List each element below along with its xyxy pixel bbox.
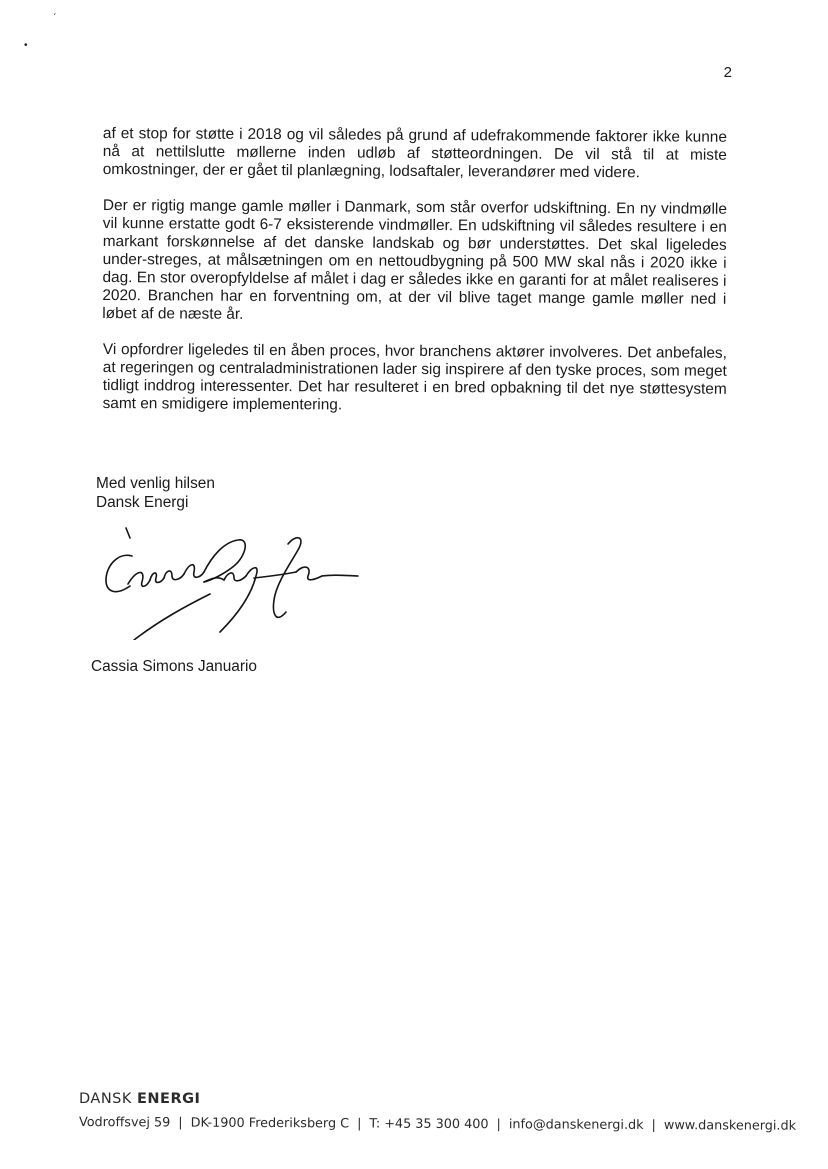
separator: | xyxy=(651,1117,656,1134)
footer-phone: T: +45 35 300 400 xyxy=(369,1116,489,1133)
paragraph: af et stop for støtte i 2018 og vil således på grund af udefrakommende faktorer ikke kunne nå at nettilslutte møllerne inden udløb af støtteordningen. De vil stå til at miste omkostninger, der er gået til planlægning, lodsaftaler, leverandører med videre. xyxy=(102,125,727,182)
scan-speck: ˊ xyxy=(53,13,57,24)
paragraph: Vi opfordrer ligeledes til en åben proces, hvor branchens aktører involveres. Det anbefales, at regeringen og centraladministrationen lader sig inspirere af den tyske proces, som meget tidligt inddrog interessenter. Det har resulteret i en bred opbakning til det nye støttesystem samt en smidigere implementering. xyxy=(102,341,727,414)
handwritten-signature xyxy=(100,522,368,640)
separator: | xyxy=(357,1116,362,1132)
brand-light: DANSK xyxy=(79,1091,137,1107)
separator: | xyxy=(496,1117,501,1133)
page-number: 2 xyxy=(723,64,732,81)
brand-bold: ENERGI xyxy=(137,1091,201,1107)
separator: | xyxy=(178,1115,183,1131)
closing-organization: Dansk Energi xyxy=(96,494,189,511)
footer-brand-logo xyxy=(79,1090,719,1108)
footer-website[interactable]: www.danskenergi.dk xyxy=(663,1118,797,1134)
footer xyxy=(78,1090,797,1134)
footer-contact xyxy=(78,1115,797,1134)
footer-email[interactable]: info@danskenergi.dk xyxy=(508,1117,644,1133)
footer-address: Vodroffsvej 59 xyxy=(78,1115,171,1131)
footer-city: DK-1900 Frederiksberg C xyxy=(190,1115,350,1132)
scan-speck: • xyxy=(24,40,28,51)
closing xyxy=(96,474,215,512)
signatory-name: Cassia Simons Januario xyxy=(91,658,257,675)
letter-body xyxy=(103,125,727,431)
paragraph: Der er rigtig mange gamle møller i Danmark, som står overfor udskiftning. En ny vindmølle vil kunne erstatte godt 6-7 eksisterende vindmøller. En udskiftning vil således resultere i en markant forskønnelse af det danske landskab og bør understøttes. Det skal ligeledes under-streges, at målsætningen om en nettoudbygning på 500 MW skal nås i 2020 ikke i dag. En stor overopfyldelse af målet i dag er således ikke en garanti for at målet realiseres i 2020. Branchen har en forventning om, at der vil blive taget mange gamle møller ned i løbet af de næste år. xyxy=(102,197,727,323)
closing-greeting: Med venlig hilsen xyxy=(96,475,215,492)
